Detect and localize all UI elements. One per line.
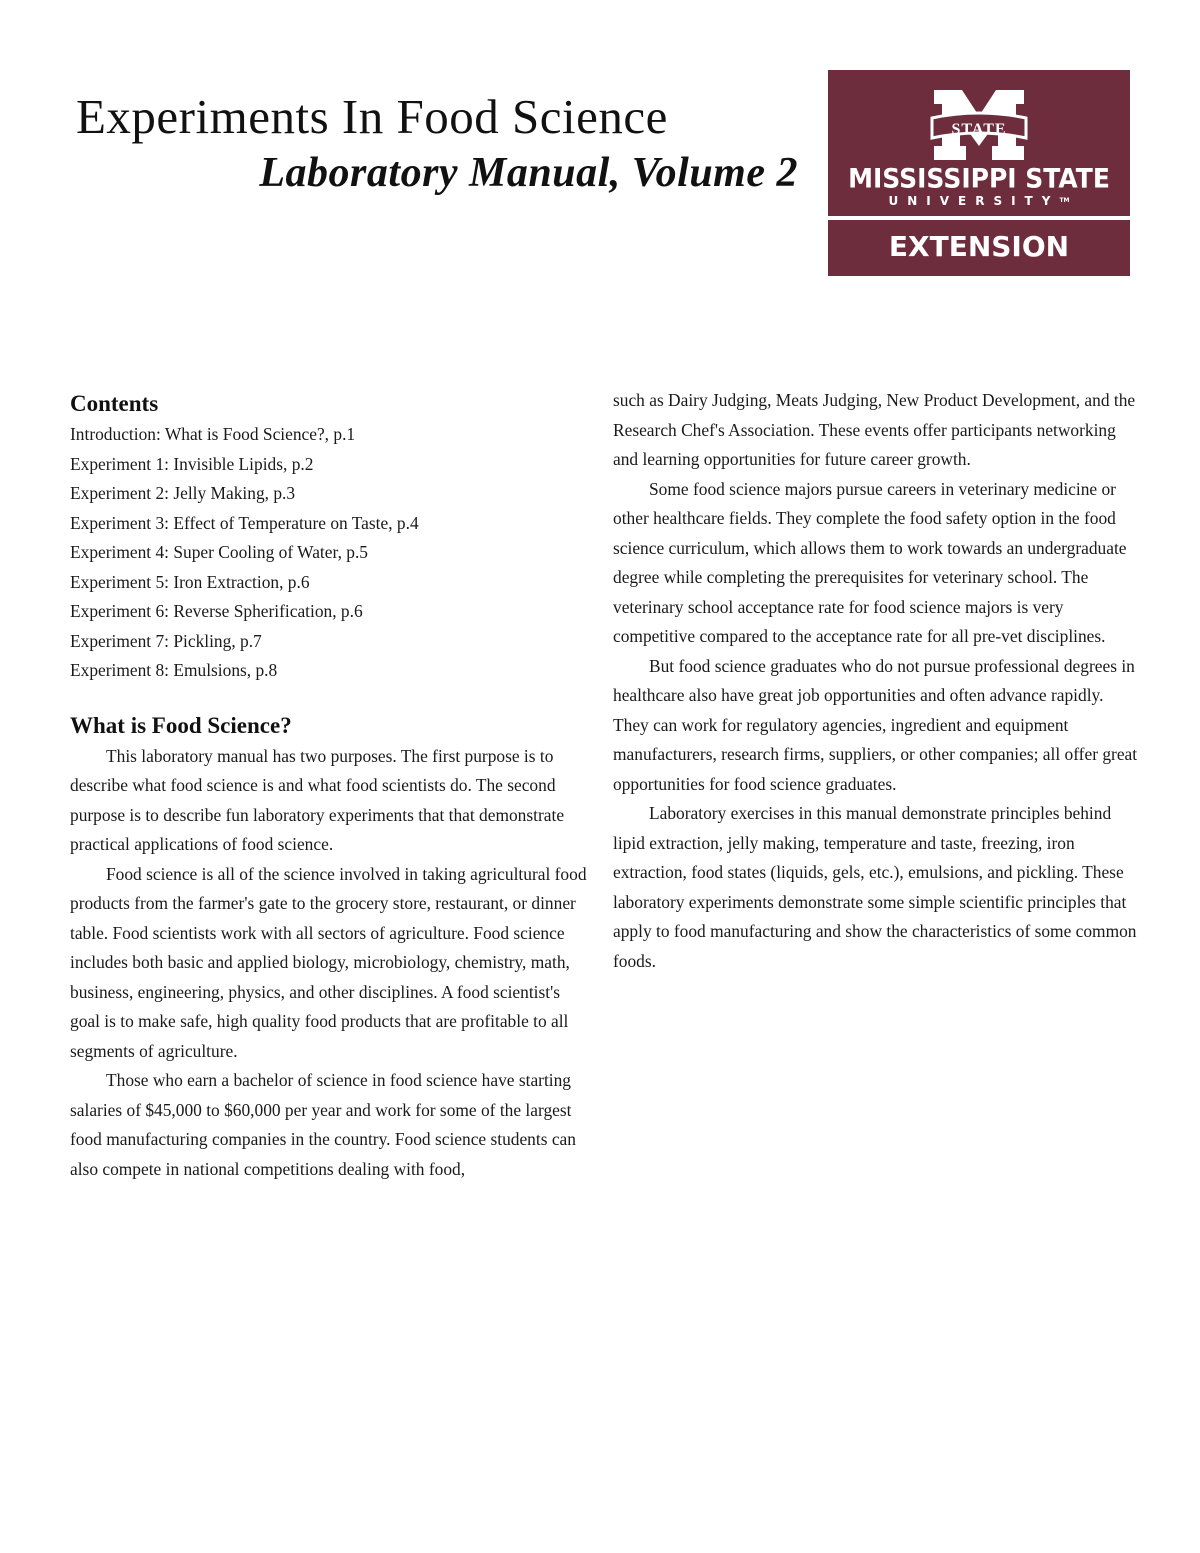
toc-item: Experiment 4: Super Cooling of Water, p.5 <box>70 542 369 562</box>
logo-university-subtitle: UNIVERSITY™ <box>888 194 1070 208</box>
title-block <box>60 88 800 200</box>
contents-heading: Contents <box>70 391 159 416</box>
document-subtitle: Laboratory Manual, Volume 2 <box>259 150 798 196</box>
document-title: Experiments In Food Science <box>76 89 668 144</box>
right-column <box>613 386 1138 976</box>
logo-trademark: TM <box>1059 197 1070 204</box>
body-paragraph: Those who earn a bachelor of science in food science have starting salaries of $45,000 to $60,000 per year and work for some of the largest food manufacturing companies in the country. Food science students can also compete in national competitions dealing with food, <box>70 1070 576 1179</box>
body-paragraph: Some food science majors pursue careers in veterinary medicine or other healthcare fields. They complete the food safety option in the food science curriculum, which allows them to work towards an undergraduate degree while completing the prerequisites for veterinary school. The veterinary school acceptance rate for food science majors is very competitive compared to the acceptance rate for all pre-vet disciplines. <box>613 478 1127 646</box>
toc-item: Introduction: What is Food Science?, p.1 <box>70 424 356 444</box>
msu-extension-logo <box>828 70 1130 276</box>
toc-item: Experiment 3: Effect of Temperature on Taste, p.4 <box>70 512 419 533</box>
toc-item: Experiment 7: Pickling, p.7 <box>70 630 262 651</box>
body-paragraph: such as Dairy Judging, Meats Judging, New Product Development, and the Research Chef's Association. These events offer participants networking and learning opportunities for future career growth. <box>613 390 1136 469</box>
body-paragraph: This laboratory manual has two purposes. The first purpose is to describe what food science is and what food scientists do. The second purpose is to describe fun laboratory experiments that that demonstrate practical applications of food science. <box>70 745 565 854</box>
toc-item: Experiment 8: Emulsions, p.8 <box>70 660 278 680</box>
toc-item: Experiment 5: Iron Extraction, p.6 <box>70 571 310 592</box>
svg-text:STATE: STATE <box>951 121 1007 138</box>
toc-item: Experiment 6: Reverse Spherification, p.6 <box>70 601 363 621</box>
logo-divider <box>828 216 1130 220</box>
logo-university-name: MISSISSIPPI STATE <box>848 163 1110 194</box>
toc-item: Experiment 2: Jelly Making, p.3 <box>70 483 296 503</box>
table-of-contents <box>70 420 590 686</box>
section-heading: What is Food Science? <box>70 712 292 738</box>
left-column <box>70 388 590 1184</box>
toc-item: Experiment 1: Invisible Lipids, p.2 <box>70 453 314 474</box>
body-paragraph: Laboratory exercises in this manual demonstrate principles behind lipid extraction, jelly making, temperature and taste, freezing, iron extraction, food states (liquids, gels, etc.), emulsions, and pickling. These laboratory experiments demonstrate some simple scientific principles that apply to food manufacturing and show the characteristics of some common foods. <box>613 803 1137 971</box>
msu-m-icon <box>928 84 1030 164</box>
logo-extension-label: EXTENSION <box>888 230 1070 263</box>
logo-top-panel <box>828 70 1130 216</box>
body-paragraph: But food science graduates who do not pursue professional degrees in healthcare also have great job opportunities and often advance rapidly. They can work for regulatory agencies, ingredient and equipment manufacturers, research firms, suppliers, or other companies; all offer great opportunities for food science graduates. <box>613 655 1138 794</box>
body-paragraph: Food science is all of the science involved in taking agricultural food products from the farmer's gate to the grocery store, restaurant, or dinner table. Food scientists work with all sectors of agriculture. Food science includes both basic and applied biology, microbiology, chemistry, math, business, engineering, physics, and other disciplines. A food scientist's goal is to make safe, high quality food products that are profitable to all segments of agriculture. <box>70 863 587 1061</box>
